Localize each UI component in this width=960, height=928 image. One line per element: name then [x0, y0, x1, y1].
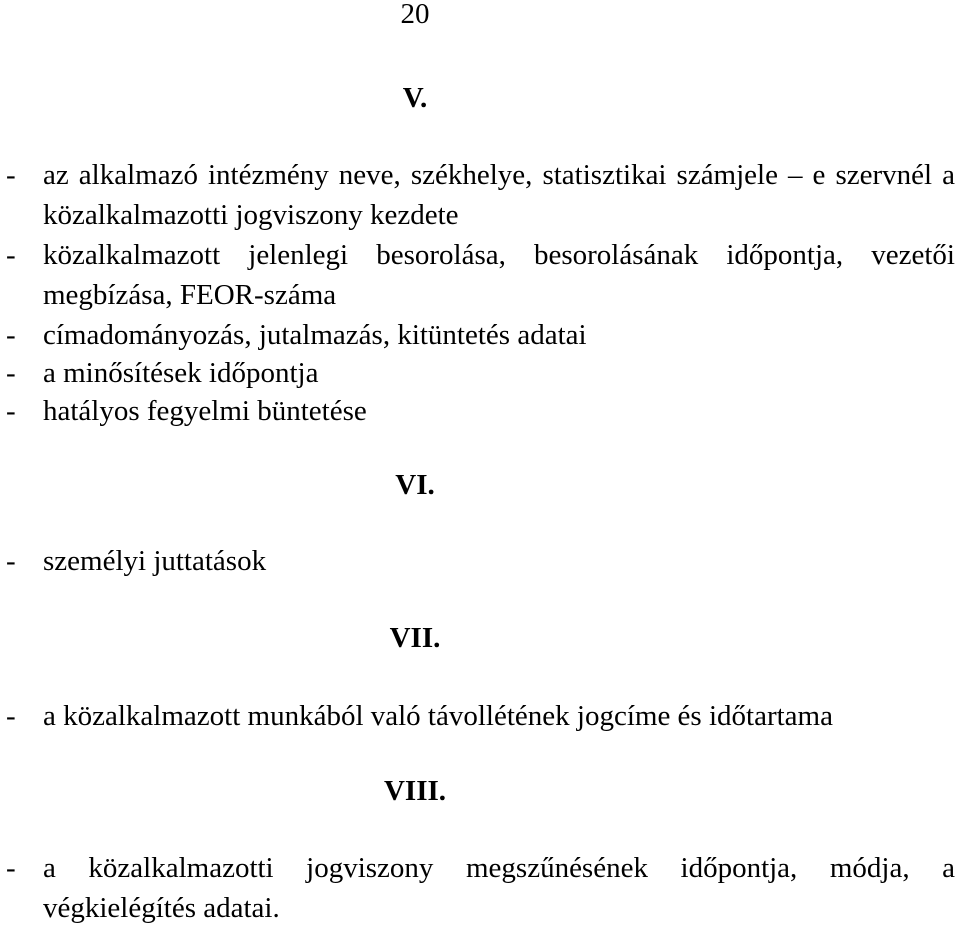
list-item: [0, 541, 955, 581]
list-item-text: személyi juttatások: [43, 545, 267, 577]
list-item: [0, 155, 955, 235]
list-bullet: -: [6, 395, 16, 427]
list-item-text: a közalkalmazott munkából való távollétének jogcíme és időtartama: [43, 700, 833, 732]
list-bullet: -: [6, 239, 16, 271]
list-item: [0, 315, 955, 355]
list-item-text: hatályos fegyelmi büntetése: [43, 395, 367, 427]
section-heading-vii: VII.: [389, 622, 441, 654]
list-bullet: -: [6, 700, 16, 732]
list-bullet: -: [6, 357, 16, 389]
section-heading-v: V.: [402, 82, 428, 114]
list-item-text: az alkalmazó intézmény neve, székhelye, statisztikai számjele – e szervnél a közalkalmazotti jogviszony kezdete: [43, 159, 955, 231]
list-item: [0, 235, 955, 315]
list-bullet: -: [6, 545, 16, 577]
list-item-text: címadományozás, jutalmazás, kitüntetés adatai: [43, 319, 587, 351]
list-bullet: -: [6, 852, 16, 884]
list-item: [0, 353, 955, 393]
list-item: [0, 696, 955, 736]
section-heading-vi: VI.: [395, 469, 435, 501]
list-item-text: közalkalmazott jelenlegi besorolása, besorolásának időpontja, vezetői megbízása, FEOR-száma: [43, 239, 955, 311]
list-bullet: -: [6, 319, 16, 351]
list-bullet: -: [6, 159, 16, 191]
list-item: [0, 848, 955, 928]
section-heading-viii: VIII.: [383, 775, 447, 807]
page-number: 20: [400, 0, 430, 30]
list-item: [0, 391, 955, 431]
list-item-text: a közalkalmazotti jogviszony megszűnésének időpontja, módja, a végkielégítés adatai.: [43, 852, 955, 924]
list-item-text: a minősítések időpontja: [43, 357, 319, 389]
